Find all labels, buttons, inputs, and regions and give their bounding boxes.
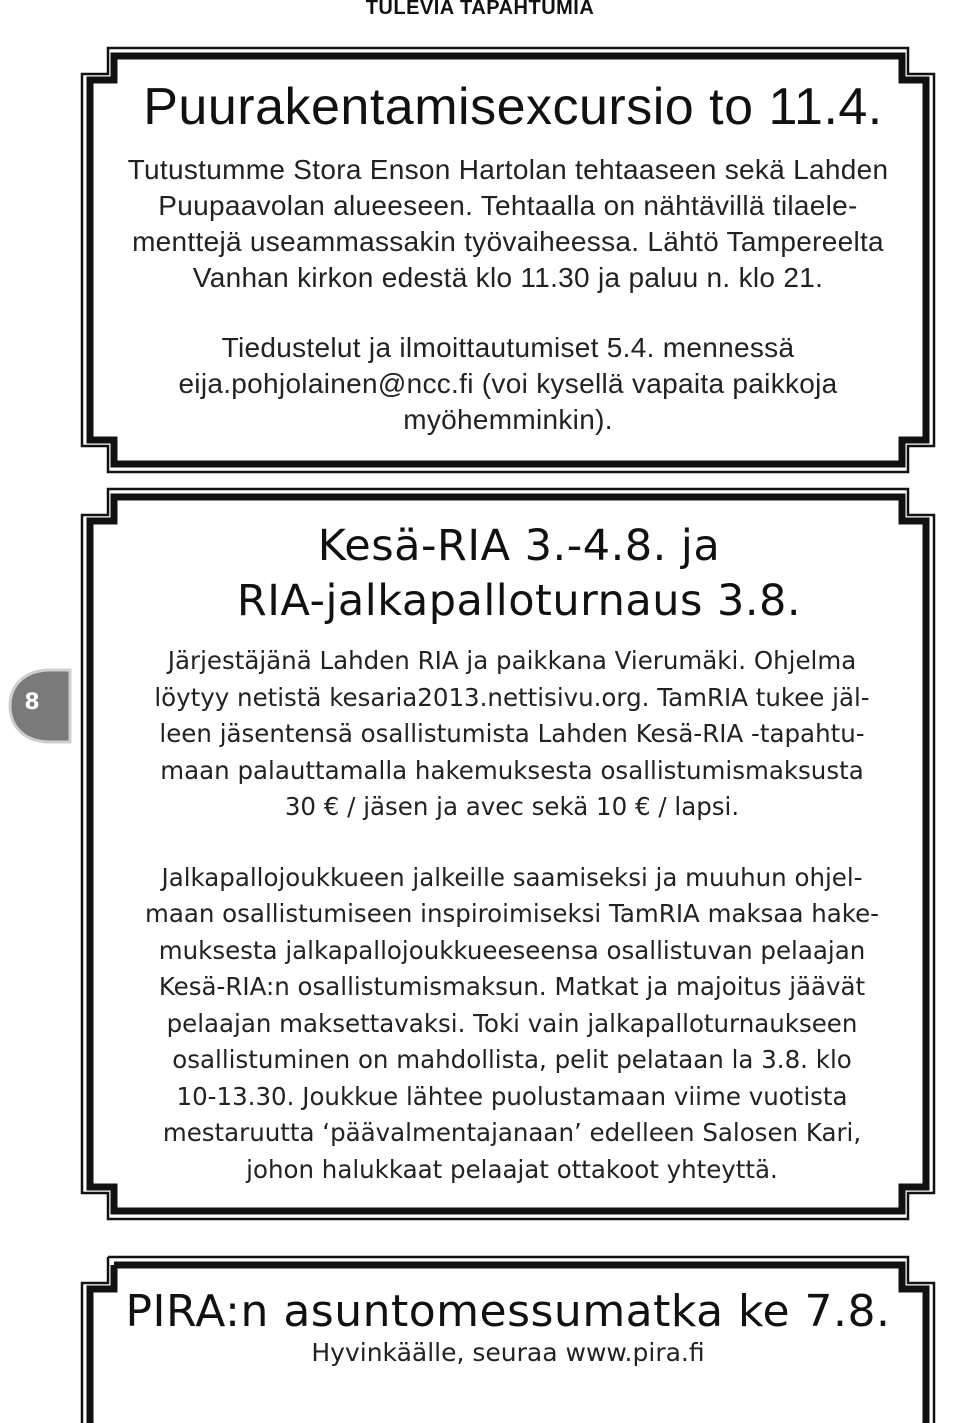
text-line: eija.pohjolainen@ncc.fi (voi kysellä vapaita paikkoja — [178, 368, 838, 399]
text-line: Järjestäjänä Lahden RIA ja paikkana Vierumäki. Ohjelma — [167, 646, 857, 675]
text-line: menttejä useammassakin työvaiheessa. Lähtö Tampereelta — [132, 226, 884, 257]
event-box-excursion — [78, 44, 938, 476]
text-line: mestaruutta ‘päävalmentajanaan’ edelleen Salosen Kari, — [162, 1118, 862, 1147]
text-line: pelaajan maksettavaksi. Toki vain jalkapalloturnaukseen — [166, 1008, 858, 1038]
text-line: Tutustumme Stora Enson Hartolan tehtaaseen sekä Lahden — [127, 154, 889, 185]
event-description — [122, 643, 902, 1188]
event-title: PIRA:n asuntomessumatka ke 7.8. — [125, 1286, 891, 1337]
event-title — [122, 519, 902, 629]
text-line: Vanhan kirkon edestä klo 11.30 ja paluu n. klo 21. — [192, 262, 824, 293]
section-header: TULEVIA TAPAHTUMIA — [365, 0, 595, 19]
text-line: leen jäsentensä osallistumista Lahden Kesä-RIA -tapahtu- — [159, 719, 865, 748]
text-line: Kesä-RIA:n osallistumismaksun. Matkat ja majoitus jäävät — [158, 972, 866, 1001]
text-line: Tiedustelut ja ilmoittautumiset 5.4. mennessä — [221, 332, 795, 363]
text-line: Puupaavolan alueeseen. Tehtaalla on nähtävillä tilaele- — [158, 190, 858, 221]
title-line: RIA-jalkapalloturnaus 3.8. — [236, 576, 802, 626]
event-subtitle: Hyvinkäälle, seuraa www.pira.fi — [311, 1338, 705, 1367]
text-line: myöhemminkin). — [403, 404, 613, 435]
text-line: maan osallistumiseen inspiroimiseksi TamRIA maksaa hake- — [144, 899, 880, 928]
event-box-pira — [78, 1253, 938, 1403]
page-number: 8 — [24, 690, 40, 715]
text-line: johon halukkaat pelaajat ottakoot yhteyttä. — [246, 1154, 778, 1184]
page-number-badge — [6, 668, 72, 744]
text-line: 10-13.30. Joukkue lähtee puolustamaan viime vuotista — [176, 1081, 848, 1111]
text-line: muksesta jalkapallojoukkueeseensa osallistuvan pelaajan — [158, 935, 866, 965]
text-line: löytyy netistä kesaria2013.nettisivu.org. TamRIA tukee jäl- — [154, 682, 870, 712]
event-description — [118, 152, 898, 438]
event-box-kesaria — [78, 485, 938, 1223]
title-line: Kesä-RIA 3.-4.8. ja — [317, 521, 721, 571]
text-line: 30 € / jäsen ja avec sekä 10 € / lapsi. — [284, 792, 740, 821]
text-line: osallistuminen on mahdollista, pelit pelataan la 3.8. klo — [172, 1045, 852, 1074]
text-line: Jalkapallojoukkueen jalkeille saamiseksi ja muuhun ohjel- — [161, 862, 863, 892]
text-line: maan palauttamalla hakemuksesta osallistumismaksusta — [160, 755, 864, 785]
event-title: Puurakentamisexcursio to 11.4. — [143, 78, 883, 136]
